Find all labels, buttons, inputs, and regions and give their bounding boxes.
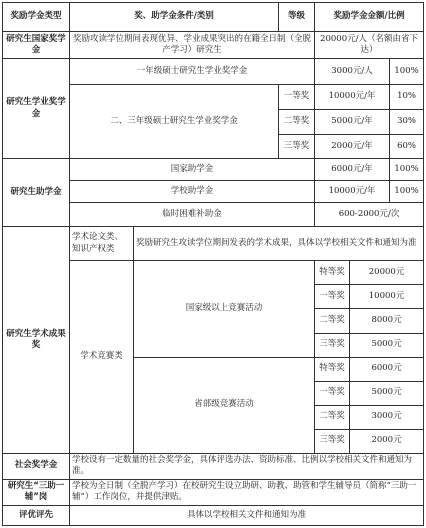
national-scholarship-amount: 20000元/人（名额由省下达） [315, 32, 424, 59]
hardship-grant-amount: 600-2000元/次 [315, 203, 424, 227]
school-grant-amount: 10000元/年 [315, 181, 390, 203]
three-assist-category: 研究生“三助一辅”岗 [3, 479, 70, 505]
competition-amount: 20000元 [350, 261, 424, 285]
competition-level: 一等奖 [315, 285, 350, 309]
three-assist-desc: 学校为全日制（全脱产学习）在校研究生设立助研、助教、助管和学生辅导员（简称“三助一辅”）工作岗位，并提供津贴。 [70, 479, 424, 505]
national-grant-ratio: 100% [390, 159, 424, 181]
social-scholarship-row [3, 453, 424, 479]
papers-desc: 奖励研究生攻读学位期间发表的学术成果，具体以学校相关文件和通知为准 [134, 227, 424, 261]
header-amount: 奖励学金金额/比例 [315, 3, 424, 32]
academic-grade-ratio: 30% [390, 110, 424, 135]
national-grant-amount: 6000元/年 [315, 159, 390, 181]
academic-grade-amount: 2000元/年 [315, 135, 390, 159]
papers-row [3, 227, 424, 261]
academic-first-year-label: 一年级硕士研究生学业奖学金 [70, 59, 315, 85]
papers-label: 学术论文类、知识产权类 [70, 227, 134, 261]
academic-grade-amount: 10000元/年 [315, 85, 390, 110]
national-scholarship-condition: 奖励攻读学位期间表现优异、学业成果突出的在籍全日制（全脱产学习）研究生 [70, 32, 315, 59]
three-assist-row [3, 479, 424, 505]
academic-second-third-label: 二、三年级硕士研究生学业奖学金 [70, 85, 279, 159]
competition-level: 三等奖 [315, 429, 350, 453]
awards-eval-category: 评优评先 [3, 505, 70, 525]
academic-first-year-amount: 3000元/人 [315, 59, 390, 85]
academic-grade-level: 一等奖 [279, 85, 315, 110]
competition-level: 二等奖 [315, 309, 350, 333]
competition-label: 学术竞赛类 [70, 261, 134, 453]
competition-amount: 5000元 [350, 381, 424, 405]
competition-amount: 3000元 [350, 405, 424, 429]
competition-level: 一等奖 [315, 381, 350, 405]
academic-scholarship-category: 研究生学业奖学金 [3, 59, 70, 159]
competition-level: 二等奖 [315, 405, 350, 429]
awards-eval-row [3, 505, 424, 525]
national-grant-row [3, 159, 424, 181]
national-competition-label: 国家级以上竞赛活动 [134, 261, 315, 357]
header-row [3, 3, 424, 32]
scholarship-table [2, 2, 424, 526]
provincial-competition-label: 省部级竞赛活动 [134, 357, 315, 453]
school-grant-ratio: 100% [390, 181, 424, 203]
social-scholarship-category: 社会奖学金 [3, 453, 70, 479]
competition-level: 三等奖 [315, 333, 350, 357]
academic-grade-amount: 5000元/年 [315, 110, 390, 135]
academic-grade-ratio: 60% [390, 135, 424, 159]
social-scholarship-desc: 学校设有一定数量的社会奖学金，具体评选办法、资助标准、比例以学校相关文件和通知为准。 [70, 453, 424, 479]
national-scholarship-row [3, 32, 424, 59]
header-level: 等级 [279, 3, 315, 32]
school-grant-label: 学校助学金 [70, 181, 315, 203]
academic-grade-level: 二等奖 [279, 110, 315, 135]
academic-grade-ratio: 10% [390, 85, 424, 110]
national-grant-label: 国家助学金 [70, 159, 315, 181]
competition-level: 特等奖 [315, 261, 350, 285]
header-type: 奖励学金类型 [3, 3, 70, 32]
achievement-category: 研究生学术成果奖 [3, 227, 70, 453]
academic-grade-level: 三等奖 [279, 135, 315, 159]
competition-amount: 8000元 [350, 309, 424, 333]
competition-amount: 5000元 [350, 333, 424, 357]
hardship-grant-label: 临时困难补助金 [70, 203, 315, 227]
grant-category: 研究生助学金 [3, 159, 70, 227]
national-scholarship-category: 研究生国家奖学金 [3, 32, 70, 59]
academic-first-year-ratio: 100% [390, 59, 424, 85]
competition-amount: 10000元 [350, 285, 424, 309]
competition-amount: 2000元 [350, 429, 424, 453]
competition-amount: 6000元 [350, 357, 424, 381]
academic-first-year-row [3, 59, 424, 85]
awards-eval-desc: 具体以学校相关文件和通知为准 [70, 505, 424, 525]
header-condition: 奖、助学金条件/类别 [70, 3, 279, 32]
competition-level: 特等奖 [315, 357, 350, 381]
